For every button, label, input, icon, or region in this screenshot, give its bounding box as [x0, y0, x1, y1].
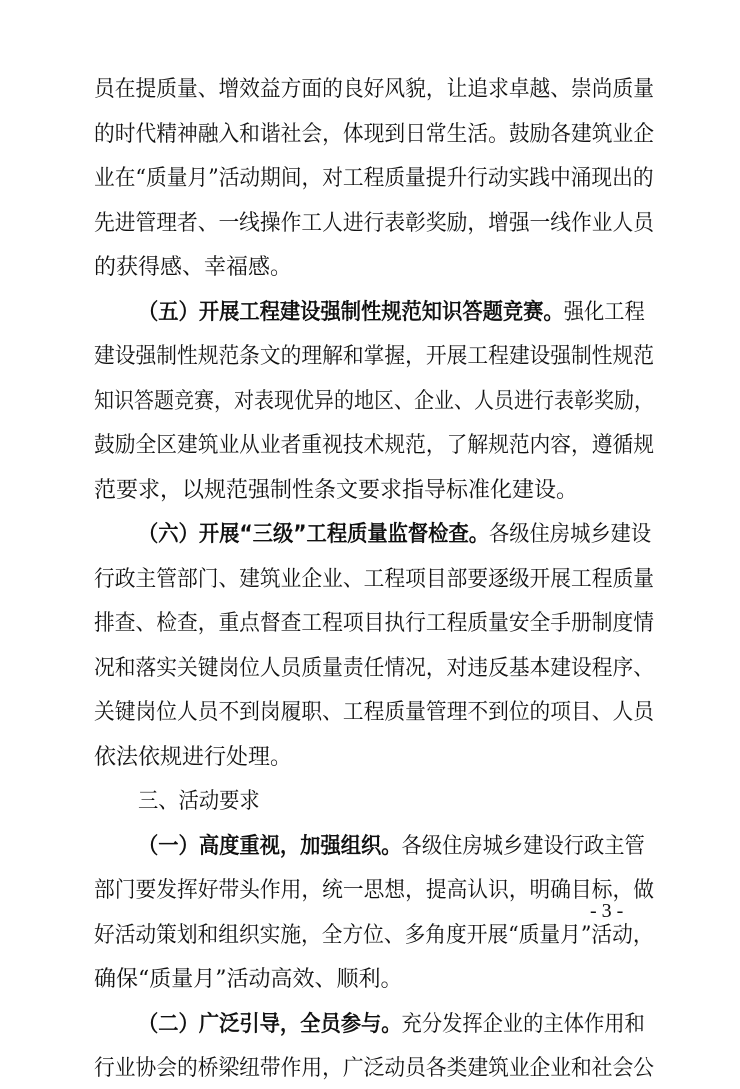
- body-text: 行业协会的桥梁纽带作用，广泛动员各类建筑业企业和社会公: [94, 1056, 655, 1081]
- body-text: 排查、检查，重点督查工程项目执行工程质量安全手册制度情: [94, 611, 655, 636]
- body-text: 的获得感、幸福感。: [94, 255, 293, 280]
- body-text: 部门要发挥好带头作用，统一思想，提高认识，明确目标，做: [94, 878, 655, 903]
- text-line: [94, 960, 654, 1000]
- body-text: 的时代精神融入和谐社会，体现到日常生活。鼓励各建筑业企: [94, 121, 655, 147]
- text-line: [94, 471, 654, 511]
- body-text: 依法依规进行处理。: [94, 744, 293, 770]
- body-text: 三、活动要求: [138, 789, 260, 814]
- body-text: 知识答题竞赛，对表现优异的地区、企业、人员进行表彰奖励，: [94, 388, 655, 414]
- body-text: 强化工程: [563, 299, 645, 325]
- text-line: [94, 1049, 655, 1089]
- text-line: [94, 337, 655, 377]
- text-line: [94, 70, 655, 110]
- page-number: - 3 -: [590, 900, 624, 922]
- text-line: [138, 827, 654, 867]
- bold-heading-text: （一）高度重视，加强组织。: [138, 833, 402, 859]
- text-line: [94, 649, 655, 689]
- text-line: [94, 604, 655, 644]
- text-line: [94, 871, 655, 911]
- text-line: [94, 693, 655, 733]
- text-line: [94, 204, 655, 244]
- text-line: [94, 382, 655, 422]
- body-text: 员在提质量、增效益方面的良好风貌，让追求卓越、崇尚质量: [94, 77, 655, 102]
- bold-heading-text: （六）开展“三级”工程质量监督检查。: [138, 522, 489, 547]
- body-text: 范要求，以规范强制性条文要求指导标准化建设。: [94, 477, 579, 503]
- body-text: 好活动策划和组织实施，全方位、多角度开展“质量月”活动，: [94, 922, 654, 948]
- bold-heading-text: （二）广泛引导，全员参与。: [138, 1011, 402, 1037]
- body-text: 业在“质量月”活动期间，对工程质量提升行动实践中涌现出的: [94, 166, 654, 191]
- body-text: 关键岗位人员不到岗履职、工程质量管理不到位的项目、人员: [94, 700, 655, 725]
- text-line: [138, 1005, 654, 1045]
- text-line: [94, 560, 655, 600]
- text-line: [138, 782, 654, 822]
- text-line: [94, 426, 655, 466]
- body-text: 先进管理者、一线操作工人进行表彰奖励，增强一线作业人员: [94, 210, 655, 236]
- body-text: 充分发挥企业的主体作用和: [401, 1011, 645, 1037]
- text-line: [138, 293, 654, 333]
- text-line: [94, 916, 654, 956]
- body-text: 鼓励全区建筑业从业者重视技术规范，了解规范内容，遵循规: [94, 433, 655, 458]
- text-line: [94, 115, 655, 155]
- body-text: 建设强制性规范条文的理解和掌握，开展工程建设强制性规范: [94, 344, 655, 369]
- text-line: [94, 159, 654, 199]
- body-text: 确保“质量月”活动高效、顺利。: [94, 967, 403, 992]
- body-text: 各级住房城乡建设: [488, 522, 652, 547]
- text-line: [94, 248, 654, 288]
- bold-heading-text: （五）开展工程建设强制性规范知识答题竞赛。: [138, 299, 564, 325]
- body-text: 各级住房城乡建设行政主管: [401, 833, 645, 859]
- text-line: [94, 738, 654, 778]
- body-text: 行政主管部门、建筑业企业、工程项目部要逐级开展工程质量: [94, 566, 655, 592]
- body-text: 况和落实关键岗位人员质量责任情况，对违反基本建设程序、: [94, 655, 655, 681]
- text-line: [138, 515, 654, 555]
